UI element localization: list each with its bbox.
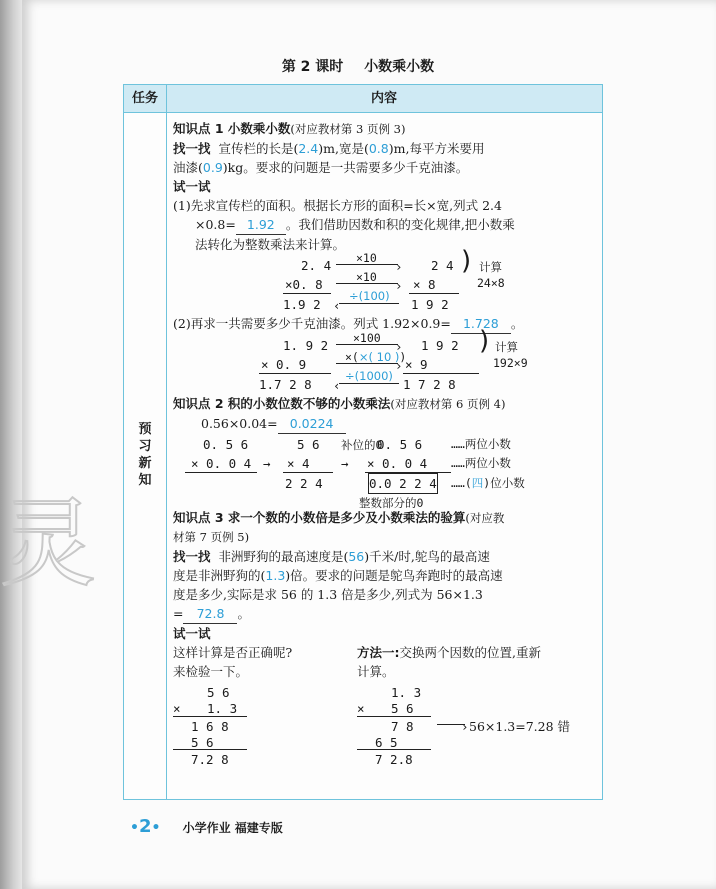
kp1-try: 试一试 bbox=[173, 179, 211, 194]
kp3-ref-cont: 材第 7 页例 5) bbox=[173, 530, 250, 544]
answer-blank: 1.728 bbox=[451, 314, 511, 334]
kp1-step1: (1)先求宣传栏的面积。根据长方形的面积=长×宽,列式 2.4 bbox=[173, 198, 502, 213]
kp3-find-cont: 度是非洲野狗的(1.3)倍。要求的问题是鸵鸟奔跑时的最高速 bbox=[173, 568, 503, 583]
page-number: •2• bbox=[130, 816, 161, 837]
header-task: 任务 bbox=[124, 85, 167, 112]
kp2-heading: 知识点 2 积的小数位数不够的小数乘法(对应教材第 6 页例 4) bbox=[173, 396, 506, 411]
header-content: 内容 bbox=[370, 91, 397, 106]
kp3-compare: 这样计算是否正确呢? 来检验一下。 方法一:交换两个因数的位置,重新 计算。 5 6 × 1. 3 1 6 8 5 6 7.2 8 1. 3 × 5 6 7 8 6 5 7 2.8 › 56×1.3=7.28 错 bbox=[173, 643, 599, 767]
kp1-find-cont: 油漆(0.9)kg。要求的问题是一共需要多少千克油漆。 bbox=[173, 160, 469, 175]
book-spine bbox=[0, 0, 22, 889]
calc-block-3: 0. 5 6 × 0. 0 4 → 5 6 × 4 2 2 4 → 补位的0 0. 5 6 × 0. 0 4 0.0 2 2 4 ……两位小数 ……两位小数 ……(四)位小数 整数部分的0 bbox=[173, 434, 599, 508]
lesson-table bbox=[123, 84, 603, 800]
calc-right: 1. 3 × 5 6 7 8 6 5 7 2.8 › 56×1.3=7.28 错 bbox=[357, 685, 571, 767]
calc-block-1: 2. 4 ×0. 8 1.9 2 ×10 › ×10 › ÷(100) ‹ 2 4 × 8 1 9 2 ) 计算 24×8 bbox=[283, 246, 505, 313]
content-area bbox=[173, 119, 599, 767]
page-title bbox=[0, 56, 716, 76]
answer-blank: 72.8 bbox=[183, 604, 237, 624]
kp1-step2: (2)再求一共需要多少千克油漆。列式 1.92×0.9= 1.728 。 bbox=[173, 314, 599, 334]
book-name: 小学作业 福建专版 bbox=[182, 821, 283, 835]
calc-left: 5 6 × 1. 3 1 6 8 5 6 7.2 8 bbox=[173, 683, 263, 767]
page-footer bbox=[130, 816, 283, 837]
kp3-try: 试一试 bbox=[173, 626, 211, 641]
watermark: 灵 bbox=[0, 488, 98, 600]
kp1-heading: 知识点 1 小数乘小数(对应教材第 3 页例 3) bbox=[173, 121, 406, 136]
calc-block-2: 1. 9 2 × 0. 9 1.7 2 8 ×100 › ×(×( 10 )) › ÷(1000) ‹ 1 9 2 × 9 1 7 2 8 ) 计算 192×9 bbox=[259, 326, 528, 393]
task-label: 预 习 新 知 bbox=[138, 422, 152, 488]
kp3-heading: 知识点 3 求一个数的小数倍是多少及小数乘法的验算(对应教 bbox=[173, 510, 505, 525]
column-divider bbox=[166, 112, 167, 799]
answer-blank: 1.92 bbox=[236, 215, 286, 235]
kp3-find: 找一找 非洲野狗的最高速度是(56)千米/时,鸵鸟的最高速 bbox=[173, 549, 490, 564]
kp1-step1-cont: ×0.8= 1.92 。我们借助因数和积的变化规律,把小数乘 bbox=[173, 215, 599, 235]
kp2-equation: 0.56×0.04= 0.0224 bbox=[173, 414, 599, 434]
kp1-step1-cont2: 法转化为整数乘法来计算。 bbox=[195, 237, 346, 252]
lesson-number: 第 2 课时 bbox=[281, 59, 344, 75]
lesson-topic: 小数乘小数 bbox=[364, 59, 435, 75]
answer-blank: 0.0224 bbox=[278, 414, 346, 434]
kp3-find-cont2: 度是多少,实际是求 56 的 1.3 倍是多少,列式为 56×1.3 bbox=[173, 587, 483, 602]
kp1-find: 找一找 宣传栏的长是(2.4)m,宽是(0.8)m,每平方米要用 bbox=[173, 141, 485, 156]
table-header bbox=[124, 85, 602, 113]
kp3-find-answer: = 72.8 。 bbox=[173, 604, 599, 624]
